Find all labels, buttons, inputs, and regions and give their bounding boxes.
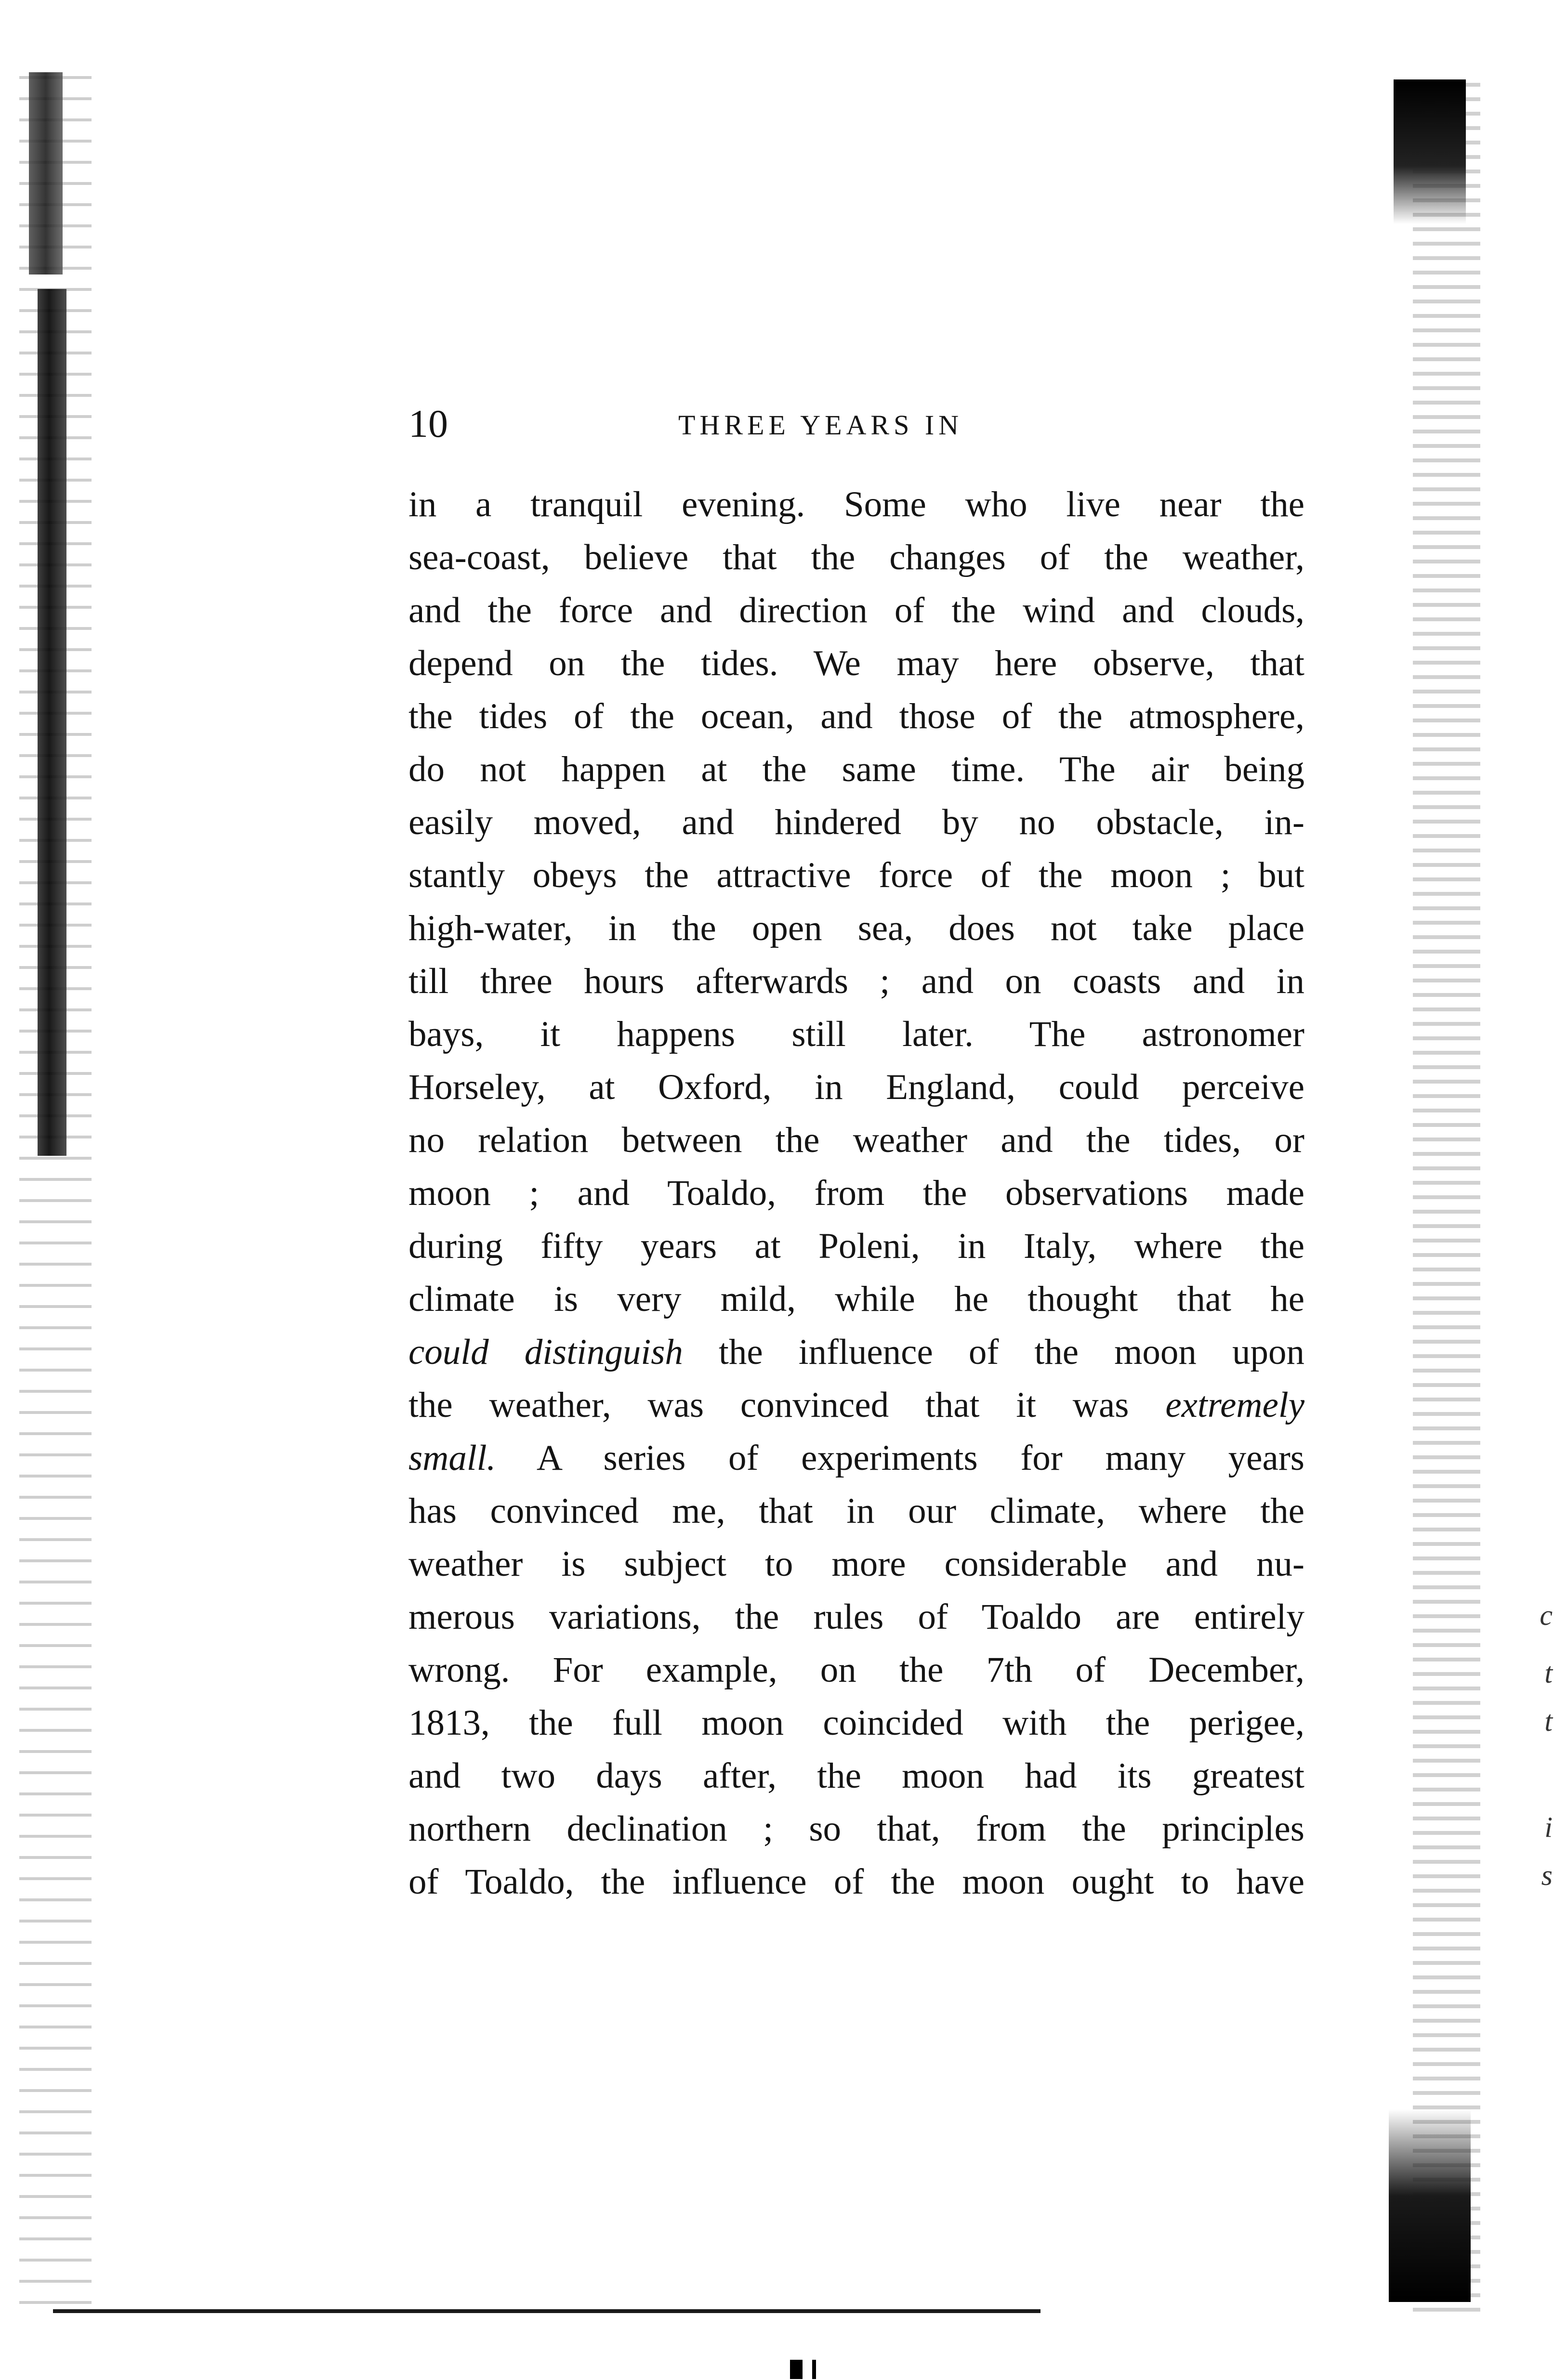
text-line: till three hours afterwards ; and on coasts and in <box>408 961 1304 1001</box>
scan-bottom-marks <box>790 2360 824 2379</box>
italic-phrase: small. <box>408 1438 496 1478</box>
text-line-mixed <box>408 1379 1304 1432</box>
text-line: in a tranquil evening. Some who live near the <box>408 484 1304 524</box>
margin-glyph: t <box>1544 1657 1553 1689</box>
scan-edge-left-shadow-top <box>29 72 63 275</box>
text-segment: A series of experiments for many years <box>496 1438 1304 1478</box>
text-line: the tides of the ocean, and those of the atmosphere, <box>408 696 1304 736</box>
scan-bottom-rule <box>53 2309 1040 2313</box>
text-line: sea-coast, believe that the changes of the weather, <box>408 537 1304 577</box>
running-head <box>408 400 1304 448</box>
text-line: northern declination ; so that, from the principles <box>408 1809 1304 1849</box>
italic-phrase: extremely <box>1165 1385 1304 1425</box>
running-title: THREE YEARS IN <box>678 409 963 441</box>
scan-edge-left-shadow <box>38 289 66 1156</box>
text-line: wrong. For example, on the 7th of December, <box>408 1650 1304 1690</box>
margin-glyph: i <box>1544 1811 1553 1843</box>
text-line: bays, it happens still later. The astronomer <box>408 1014 1304 1054</box>
italic-phrase: could distinguish <box>408 1332 683 1372</box>
text-segment: the influence of the moon upon <box>683 1332 1304 1372</box>
text-line: Horseley, at Oxford, in England, could perceive <box>408 1067 1304 1107</box>
scan-edge-right <box>1413 72 1480 2312</box>
text-line-mixed <box>408 1326 1304 1379</box>
body-text <box>408 478 1304 1909</box>
text-line: 1813, the full moon coincided with the perigee, <box>408 1703 1304 1743</box>
text-line: of Toaldo, the influence of the moon ought to have <box>408 1862 1304 1902</box>
text-line: do not happen at the same time. The air being <box>408 749 1304 789</box>
text-line: depend on the tides. We may here observe, that <box>408 643 1304 683</box>
text-line: climate is very mild, while he thought that he <box>408 1279 1304 1319</box>
text-line: and two days after, the moon had its greatest <box>408 1756 1304 1796</box>
scan-edge-right-shadow-top <box>1394 79 1466 224</box>
text-line: has convinced me, that in our climate, where the <box>408 1491 1304 1531</box>
text-line: during fifty years at Poleni, in Italy, where the <box>408 1226 1304 1266</box>
text-line: high-water, in the open sea, does not take place <box>408 908 1304 948</box>
text-line: weather is subject to more considerable and nu- <box>408 1544 1304 1584</box>
text-line: moon ; and Toaldo, from the observations made <box>408 1173 1304 1213</box>
text-segment: the weather, was convinced that it was <box>408 1385 1166 1425</box>
text-line: easily moved, and hindered by no obstacle, in- <box>408 802 1304 842</box>
text-line: no relation between the weather and the tides, or <box>408 1120 1304 1160</box>
scan-edge-right-shadow-bottom <box>1389 2109 1471 2302</box>
text-line-mixed <box>408 1432 1304 1485</box>
text-line: stantly obeys the attractive force of the moon ; but <box>408 855 1304 895</box>
margin-glyph: t <box>1544 1705 1553 1737</box>
text-line: merous variations, the rules of Toaldo are entirely <box>408 1597 1304 1637</box>
margin-glyph: s <box>1541 1859 1553 1891</box>
page-number: 10 <box>408 402 448 445</box>
text-line: and the force and direction of the wind and clouds, <box>408 590 1304 630</box>
margin-glyph: c <box>1540 1599 1553 1631</box>
